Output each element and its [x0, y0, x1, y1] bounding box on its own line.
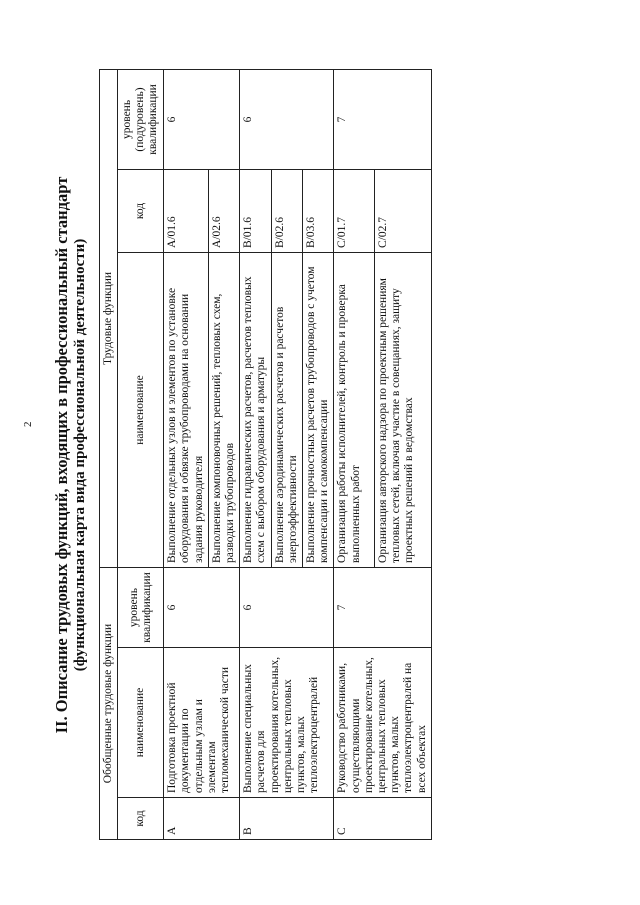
tf-name-cell: Организация авторского надзора по проектным решениям тепловых сетей, включая участие в совещаниях, защиту проектных решений в ведомствах: [374, 252, 431, 567]
tf-code-cell: A/01.6: [164, 169, 209, 252]
header-name: наименование: [118, 648, 164, 798]
table-row: [240, 69, 271, 839]
header-tf-level: уровень (подуровень) квалификации: [118, 69, 164, 169]
tf-code-cell: B/02.6: [271, 169, 302, 252]
tf-level-cell: 6: [164, 69, 240, 169]
tf-code-cell: B/01.6: [240, 169, 271, 252]
header-tf-code: код: [118, 169, 164, 252]
gf-code-cell: A: [164, 798, 240, 840]
tf-name-cell: Выполнение аэродинамических расчетов и расчетов энергоэффективности: [271, 252, 302, 567]
gf-code-cell: B: [240, 798, 334, 840]
tf-name-cell: Выполнение отдельных узлов и элементов по установке оборудования и обвязке трубопроводами на основании задания руководителя: [164, 252, 209, 567]
tf-code-cell: C/02.7: [374, 169, 431, 252]
gf-level-cell: 6: [164, 567, 240, 647]
functional-map-table: [99, 69, 432, 840]
tf-level-cell: 6: [240, 69, 334, 169]
section-title: II. Описание трудовых функций, входящих в профессиональный стандарт: [52, 176, 71, 734]
header-tf-name: наименование: [118, 252, 164, 567]
gf-level-cell: 7: [334, 567, 431, 647]
generalized-functions-header: Обобщенные трудовые функции: [100, 567, 118, 839]
section-subtitle: (функциональная карта вида профессиональной деятельности): [72, 238, 88, 672]
tf-code-cell: C/01.7: [334, 169, 374, 252]
header-level: уровень квалификации: [118, 567, 164, 647]
tf-name-cell: Выполнение гидравлических расчетов, расчетов тепловых схем с выбором оборудования и арматуры: [240, 252, 271, 567]
tf-name-cell: Выполнение компоновочных решений, тепловых схем, разводки трубопроводов: [208, 252, 239, 567]
gf-level-cell: 6: [240, 567, 334, 647]
title-block: [53, 70, 89, 840]
tf-name-cell: Выполнение прочностных расчетов трубопроводов с учетом компенсации и самокомпенсации: [303, 252, 334, 567]
gf-name-cell: Подготовка проектной документации по отдельным узлам и элементам тепломеханической части: [164, 648, 240, 798]
gf-code-cell: C: [334, 798, 431, 840]
tf-level-cell: 7: [334, 69, 431, 169]
header-code: код: [118, 798, 164, 840]
page-number: 2: [22, 421, 34, 427]
column-header-row: [118, 69, 164, 839]
table-row: [164, 69, 209, 839]
tf-code-cell: A/02.6: [208, 169, 239, 252]
gf-name-cell: Руководство работниками, осуществляющими проектирование котельных, центральных тепловых пунктов, малых теплоэлектроцентралей на всех объектах: [334, 648, 431, 798]
table-row: [334, 69, 374, 839]
tf-name-cell: Организация работы исполнителей, контроль и проверка выполненных работ: [334, 252, 374, 567]
labor-functions-header: Трудовые функции: [100, 69, 118, 567]
document-sheet: [47, 70, 587, 840]
gf-name-cell: Выполнение специальных расчетов для проектирования котельных, центральных тепловых пунктов, малых теплоэлектроцентралей: [240, 648, 334, 798]
tf-code-cell: B/03.6: [303, 169, 334, 252]
group-header-row: [100, 69, 118, 839]
